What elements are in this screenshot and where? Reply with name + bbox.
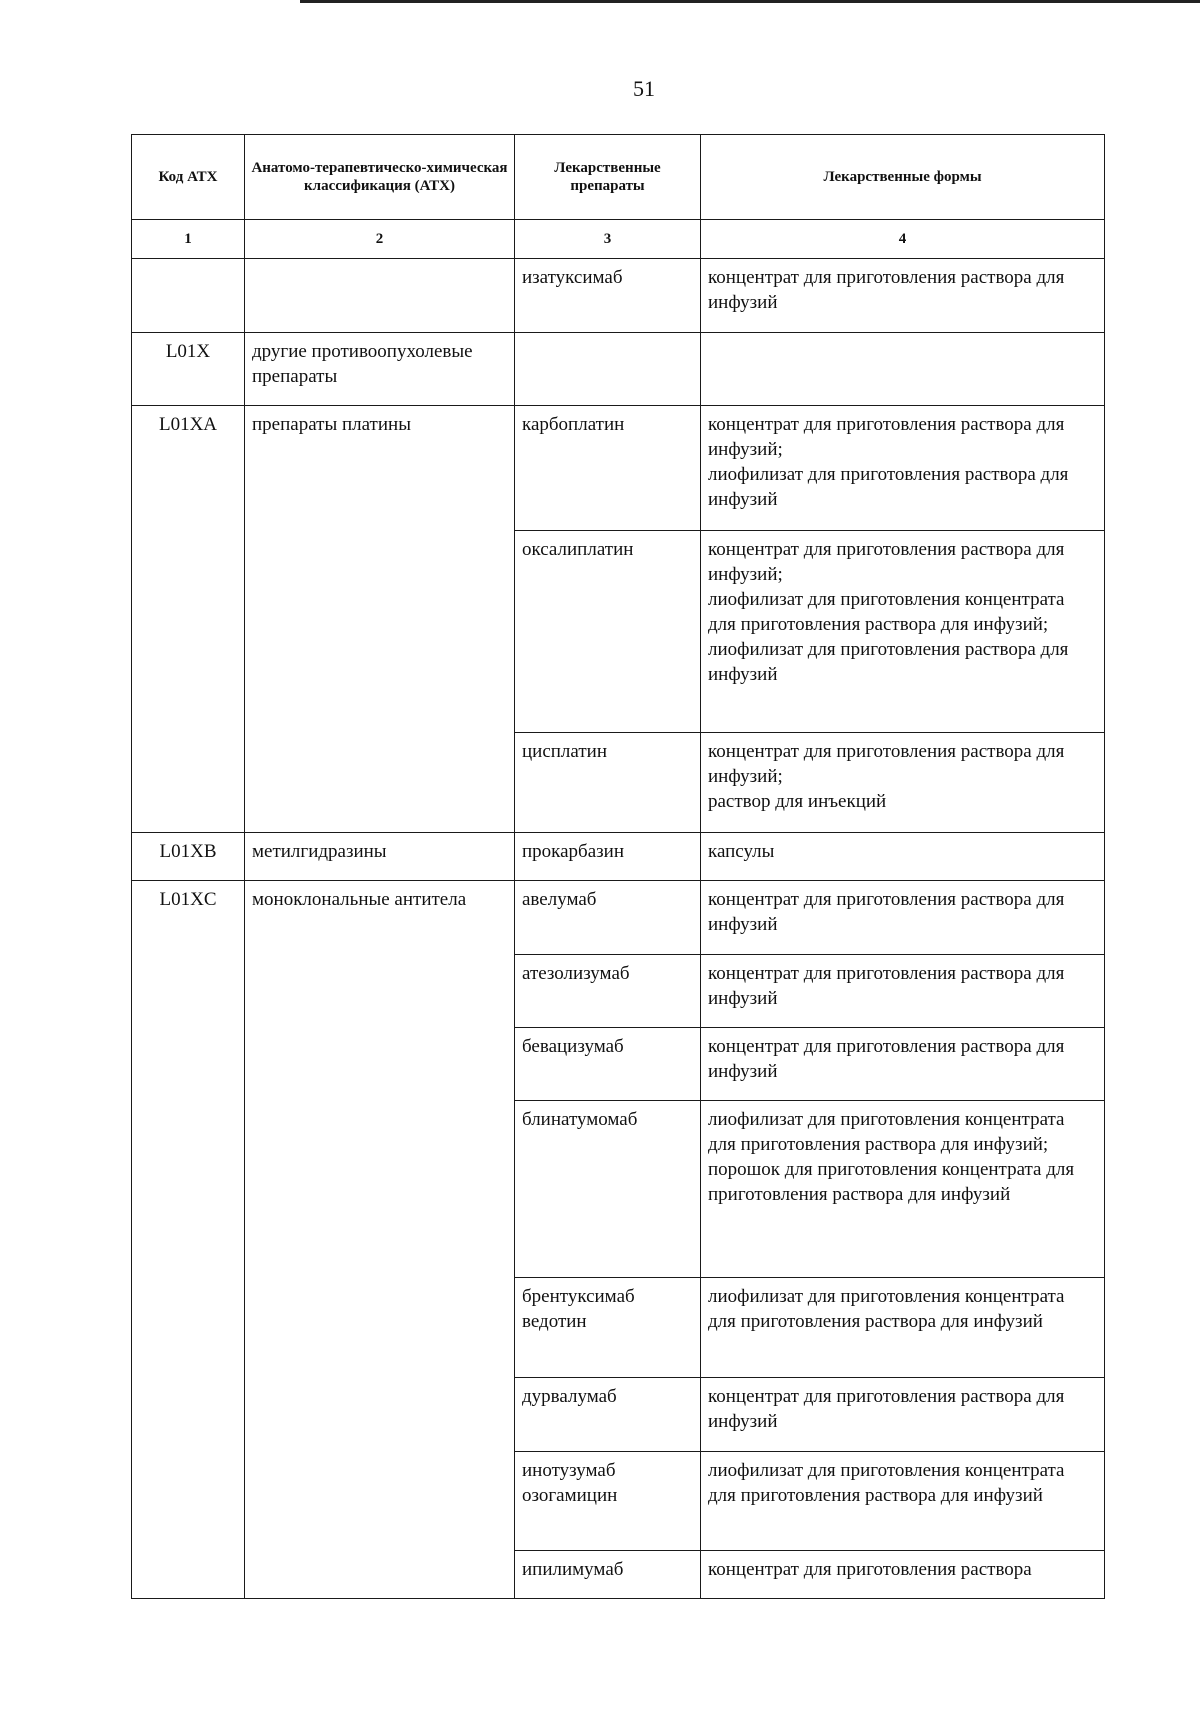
drug-cell: инотузумаб озогамицин xyxy=(515,1452,701,1551)
atx-code-cell: L01XB xyxy=(132,833,245,881)
dosage-form-cell: капсулы xyxy=(701,833,1105,881)
header-atx-classification: Анатомо-терапевтическо-химическая классификация (АТХ) xyxy=(245,135,515,220)
drug-cell: ипилимумаб xyxy=(515,1551,701,1599)
table-row xyxy=(132,881,1105,955)
top-border-line xyxy=(300,0,1200,3)
header-atx-code: Код АТХ xyxy=(132,135,245,220)
drug-cell: цисплатин xyxy=(515,733,701,833)
header-dosage-forms: Лекарственные формы xyxy=(701,135,1105,220)
drug-cell: карбоплатин xyxy=(515,406,701,531)
drug-cell: блинатумомаб xyxy=(515,1101,701,1278)
atx-code-cell: L01X xyxy=(132,333,245,406)
drug-cell: прокарбазин xyxy=(515,833,701,881)
column-number: 1 xyxy=(132,220,245,259)
column-number: 3 xyxy=(515,220,701,259)
dosage-form-cell: лиофилизат для приготовления концентрата для приготовления раствора для инфузий xyxy=(701,1452,1105,1551)
atx-code-cell xyxy=(132,259,245,333)
atx-class-cell: моноклональные антитела xyxy=(245,881,515,1599)
table-row xyxy=(132,333,1105,406)
page-number: 51 xyxy=(633,76,655,101)
atx-table xyxy=(131,134,1105,1599)
dosage-form-cell: концентрат для приготовления раствора для инфузий; лиофилизат для приготовления раствора для инфузий xyxy=(701,406,1105,531)
table-row xyxy=(132,406,1105,531)
atx-class-cell: другие противоопухолевые препараты xyxy=(245,333,515,406)
dosage-form-cell xyxy=(701,333,1105,406)
dosage-form-cell: концентрат для приготовления раствора для инфузий xyxy=(701,1378,1105,1452)
drug-cell: авелумаб xyxy=(515,881,701,955)
dosage-form-cell: концентрат для приготовления раствора для инфузий xyxy=(701,259,1105,333)
column-number: 2 xyxy=(245,220,515,259)
drug-cell: брентуксимаб ведотин xyxy=(515,1278,701,1378)
dosage-form-cell: лиофилизат для приготовления концентрата для приготовления раствора для инфузий xyxy=(701,1278,1105,1378)
drug-cell: атезолизумаб xyxy=(515,955,701,1028)
dosage-form-cell: концентрат для приготовления раствора для инфузий; лиофилизат для приготовления концентрата для приготовления раствора для инфузий; лиофилизат для приготовления раствора для инфузий xyxy=(701,531,1105,733)
atx-code-cell: L01XA xyxy=(132,406,245,833)
table-row xyxy=(132,259,1105,333)
table-header-row xyxy=(132,135,1105,220)
drug-cell: изатуксимаб xyxy=(515,259,701,333)
dosage-form-cell: концентрат для приготовления раствора для инфузий xyxy=(701,955,1105,1028)
dosage-form-cell: концентрат для приготовления раствора для инфузий xyxy=(701,881,1105,955)
atx-class-cell xyxy=(245,259,515,333)
drug-cell: бевацизумаб xyxy=(515,1028,701,1101)
drug-cell xyxy=(515,333,701,406)
table-row xyxy=(132,833,1105,881)
column-number: 4 xyxy=(701,220,1105,259)
atx-class-cell: метилгидразины xyxy=(245,833,515,881)
dosage-form-cell: концентрат для приготовления раствора для инфузий; раствор для инъекций xyxy=(701,733,1105,833)
drug-cell: оксалиплатин xyxy=(515,531,701,733)
dosage-form-cell: концентрат для приготовления раствора для инфузий xyxy=(701,1028,1105,1101)
column-number-row xyxy=(132,220,1105,259)
atx-code-cell: L01XC xyxy=(132,881,245,1599)
drug-cell: дурвалумаб xyxy=(515,1378,701,1452)
dosage-form-cell: лиофилизат для приготовления концентрата для приготовления раствора для инфузий; порошок для приготовления концентрата для приготовления раствора для инфузий xyxy=(701,1101,1105,1278)
atx-class-cell: препараты платины xyxy=(245,406,515,833)
header-drugs: Лекарственные препараты xyxy=(515,135,701,220)
dosage-form-cell: концентрат для приготовления раствора xyxy=(701,1551,1105,1599)
